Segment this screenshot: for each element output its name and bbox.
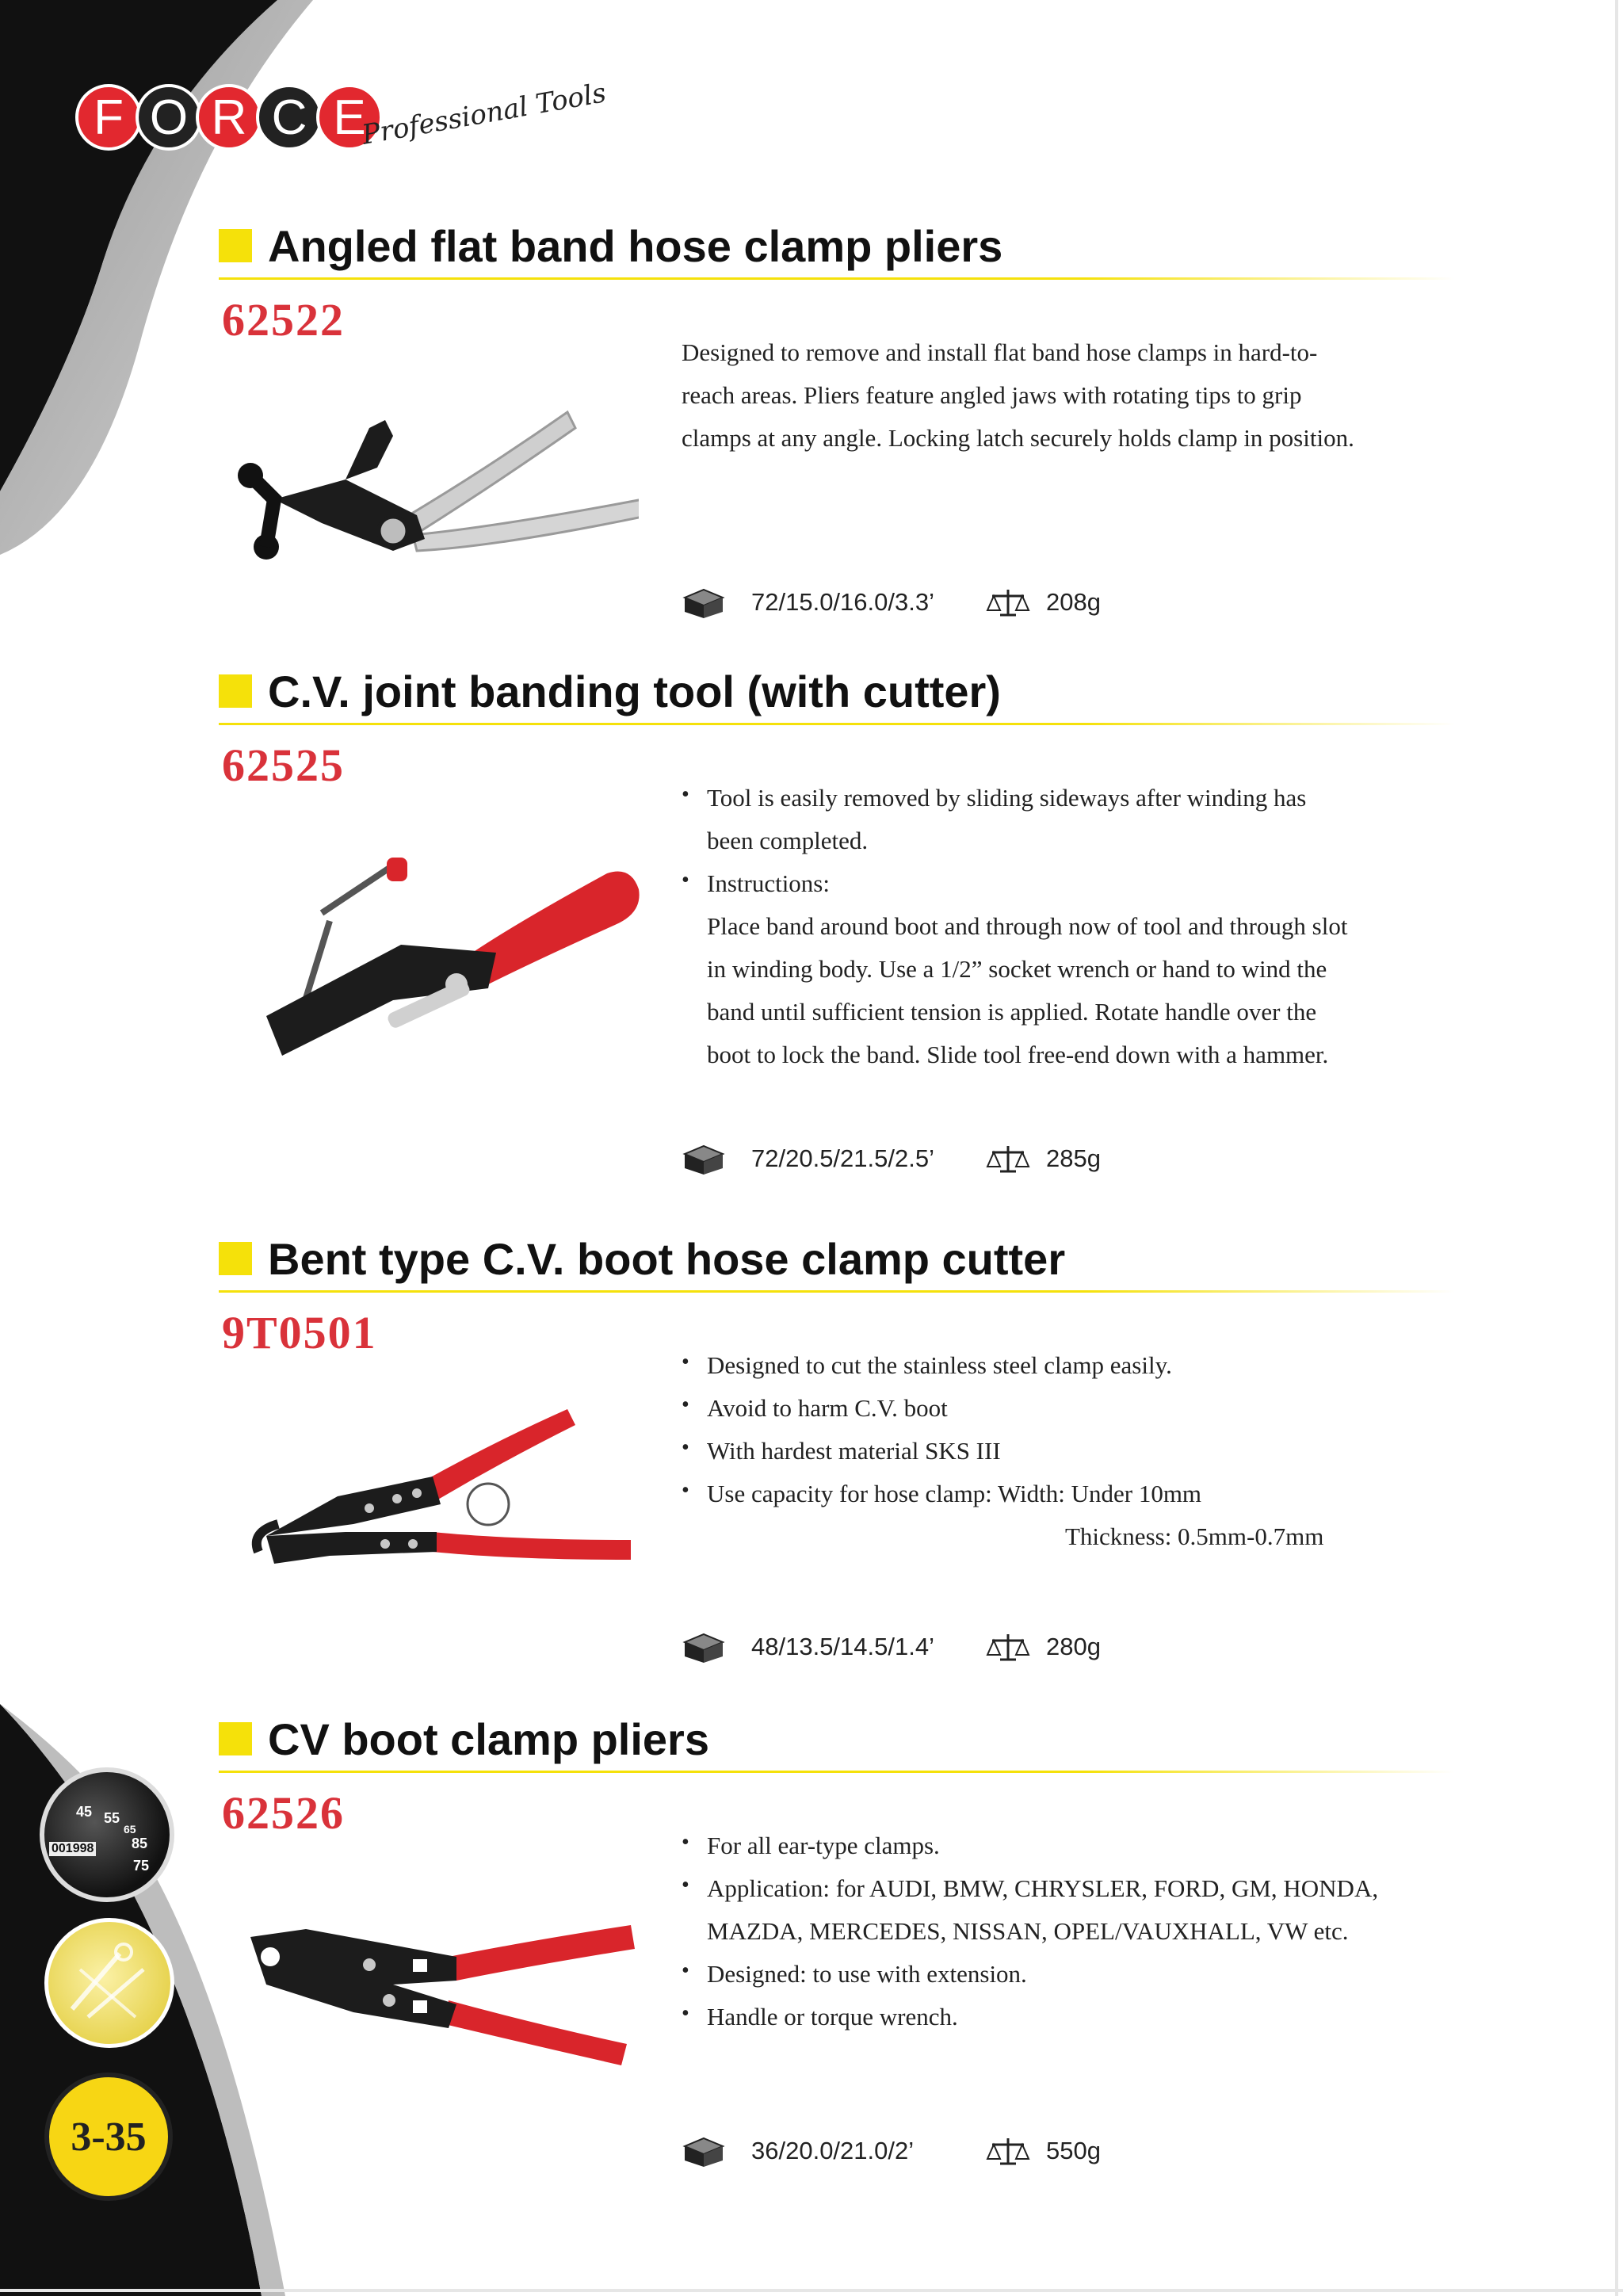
description-line: • Application: for AUDI, BMW, CHRYSLER, FORD, GM, HONDA, bbox=[682, 1867, 1378, 1910]
product-image bbox=[235, 1393, 647, 1599]
gauge-number: 75 bbox=[133, 1858, 150, 1874]
product-title: C.V. joint banding tool (with cutter) bbox=[268, 666, 1001, 716]
product-code: 62526 bbox=[222, 1787, 345, 1839]
yellow-square-icon bbox=[219, 1242, 252, 1275]
product-image bbox=[235, 850, 647, 1072]
description-line: MAZDA, MERCEDES, NISSAN, OPEL/VAUXHALL, VW etc. bbox=[707, 1917, 1349, 1945]
description-line: • Designed: to use with extension. bbox=[682, 1953, 1378, 1996]
description-line: • Use capacity for hose clamp: Width: Under 10mm bbox=[682, 1473, 1323, 1515]
odometer-readout: 001998 bbox=[49, 1842, 96, 1856]
description-line: boot to lock the band. Slide tool free-end down with a hammer. bbox=[707, 1041, 1329, 1068]
weight-info: 285g bbox=[1046, 1144, 1101, 1172]
description-line: reach areas. Pliers feature angled jaws with rotating tips to grip bbox=[682, 381, 1302, 409]
carton-box-icon bbox=[682, 1143, 726, 1175]
description-line: clamps at any angle. Locking latch securely holds clamp in position. bbox=[682, 424, 1354, 452]
weight-info: 280g bbox=[1046, 1633, 1101, 1660]
tools-illustration-disc bbox=[44, 1918, 174, 2048]
section-divider bbox=[219, 1771, 1455, 1773]
product-section bbox=[219, 1715, 1518, 2191]
section-divider bbox=[219, 277, 1455, 280]
logo-letters bbox=[75, 84, 376, 151]
product-description bbox=[682, 777, 1347, 1076]
section-heading bbox=[219, 1235, 1065, 1282]
product-description bbox=[682, 331, 1354, 460]
description-line: Thickness: 0.5mm-0.7mm bbox=[1065, 1522, 1324, 1550]
gauge-number: 55 bbox=[104, 1810, 120, 1826]
product-title: Bent type C.V. boot hose clamp cutter bbox=[268, 1233, 1066, 1284]
product-specs bbox=[682, 1631, 1101, 1663]
yellow-square-icon bbox=[219, 229, 252, 262]
product-title: CV boot clamp pliers bbox=[268, 1713, 709, 1764]
speedometer-icon bbox=[40, 1767, 174, 1902]
yellow-square-icon bbox=[219, 674, 252, 708]
description-line: • Designed to cut the stainless steel clamp easily. bbox=[682, 1344, 1323, 1387]
packing-info: 48/13.5/14.5/1.4’ bbox=[751, 1633, 934, 1660]
description-line: • Instructions: bbox=[682, 862, 1347, 905]
gauge-number: 65 bbox=[124, 1823, 136, 1836]
weight-info: 550g bbox=[1046, 2137, 1101, 2164]
description-line: • Tool is easily removed by sliding sideways after winding has bbox=[682, 777, 1347, 819]
section-heading bbox=[219, 667, 1001, 715]
page-number: 3-35 bbox=[71, 2114, 147, 2160]
product-specs bbox=[682, 1143, 1101, 1175]
section-heading bbox=[219, 1715, 709, 1763]
product-code: 9T0501 bbox=[222, 1307, 377, 1358]
product-section bbox=[219, 222, 1518, 634]
section-divider bbox=[219, 1290, 1455, 1293]
balance-scale-icon bbox=[986, 1631, 1030, 1663]
weight-info: 208g bbox=[1046, 588, 1101, 616]
description-line: • Avoid to harm C.V. boot bbox=[682, 1387, 1323, 1430]
page-number-badge bbox=[44, 2073, 173, 2201]
packing-info: 72/20.5/21.5/2.5’ bbox=[751, 1144, 934, 1172]
product-image bbox=[235, 1881, 647, 2088]
description-line: in winding body. Use a 1/2” socket wrench or hand to wind the bbox=[707, 955, 1327, 983]
description-line: been completed. bbox=[707, 827, 869, 854]
product-code: 62522 bbox=[222, 294, 345, 346]
description-line: • For all ear-type clamps. bbox=[682, 1824, 1378, 1867]
yellow-square-icon bbox=[219, 1722, 252, 1755]
gauge-number: 45 bbox=[76, 1804, 93, 1820]
carton-box-icon bbox=[682, 1631, 726, 1663]
balance-scale-icon bbox=[986, 586, 1030, 618]
product-section bbox=[219, 1235, 1518, 1679]
description-line: • Handle or torque wrench. bbox=[682, 1996, 1378, 2038]
force-logo bbox=[75, 77, 609, 151]
gauge-number: 85 bbox=[132, 1836, 148, 1851]
description-line: band until sufficient tension is applied. Rotate handle over the bbox=[707, 998, 1317, 1026]
carton-box-icon bbox=[682, 586, 726, 618]
product-description bbox=[682, 1824, 1378, 2038]
description-line: Designed to remove and install flat band hose clamps in hard-to- bbox=[682, 338, 1318, 366]
logo-letter: R bbox=[196, 84, 262, 151]
product-specs bbox=[682, 586, 1101, 618]
balance-scale-icon bbox=[986, 1143, 1030, 1175]
carton-box-icon bbox=[682, 2135, 726, 2167]
product-description bbox=[682, 1344, 1323, 1558]
logo-letter: F bbox=[75, 84, 142, 151]
description-line: • With hardest material SKS III bbox=[682, 1430, 1323, 1473]
logo-tagline: Professional Tools bbox=[359, 77, 609, 151]
tools-sketch-icon bbox=[48, 1922, 170, 2044]
product-specs bbox=[682, 2135, 1101, 2167]
product-section bbox=[219, 667, 1518, 1206]
product-image bbox=[227, 380, 639, 571]
description-line: Place band around boot and through now of tool and through slot bbox=[707, 912, 1348, 940]
section-divider bbox=[219, 723, 1455, 725]
product-code: 62525 bbox=[222, 739, 345, 791]
logo-letter: O bbox=[136, 84, 202, 151]
product-title: Angled flat band hose clamp pliers bbox=[268, 220, 1003, 271]
logo-letter: E bbox=[316, 84, 383, 151]
packing-info: 72/15.0/16.0/3.3’ bbox=[751, 588, 934, 616]
packing-info: 36/20.0/21.0/2’ bbox=[751, 2137, 915, 2164]
section-heading bbox=[219, 222, 1002, 269]
logo-letter: C bbox=[256, 84, 323, 151]
balance-scale-icon bbox=[986, 2135, 1030, 2167]
